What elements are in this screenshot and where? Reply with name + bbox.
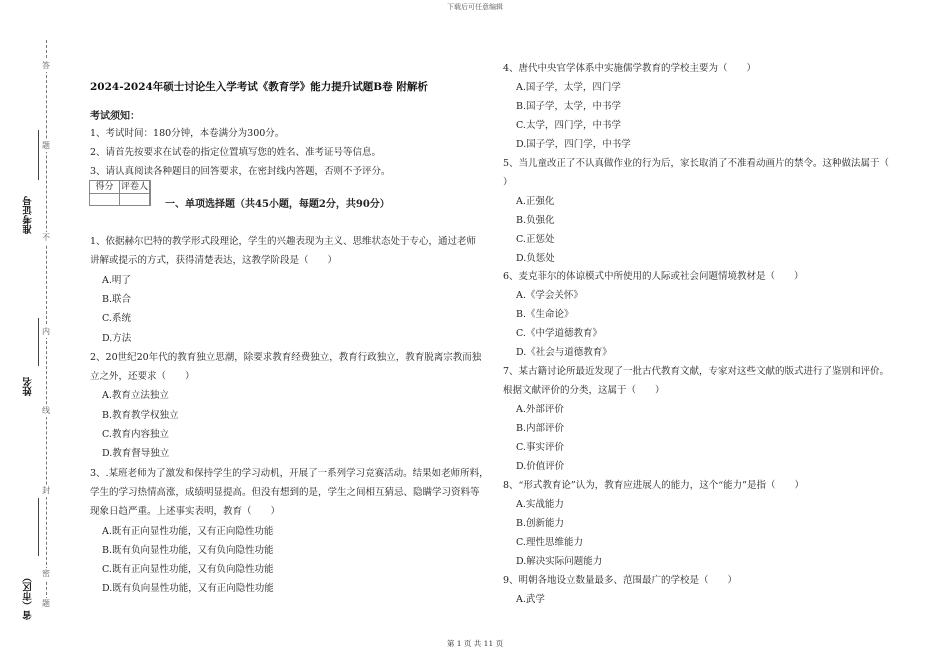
name-blank [38,318,39,366]
name-label: 姓名 [23,377,34,397]
question-text: 1、依据赫尔巴特的教学形式段理论，学生的兴趣表现为主义、思维状态处于专心，通过老师 [90,236,477,247]
header-note: 下载后可任意编辑 [447,3,503,11]
seal-mark: 题 [42,141,50,150]
answer-option: B.国子学，太学，中书学 [516,100,622,112]
seal-mark: 线 [42,406,50,415]
question-text: 讲解或提示的方式，获得清楚表达，这教学阶段是（ ） [90,255,338,267]
answer-option: B.创新能力 [516,517,565,529]
question-text: 7、某古籍讨论所最近发现了一批古代教育文献，专家对这些文献的版式进行了鉴别和评价。 [503,366,890,378]
answer-option: A.既有正向显性功能，又有正向隐性功能 [102,525,274,537]
notice-item: 2、请首先按要求在试卷的指定位置填写您的姓名、准考证号等信息。 [90,147,382,158]
page-footer: 第 1 页 共 11 页 [446,639,504,648]
answer-option: C.系统 [102,313,131,325]
score-label: 得分 [90,181,120,205]
province-label: 省（市区） [23,572,34,620]
question-text: 学生的学习热情高涨，成绩明显提高。但没有想到的是，学生之间相互猜忌、隐瞒学习资料等 [90,486,480,498]
answer-option: D.国子学，四门学，中书学 [516,138,631,150]
answer-option: A.教育立法独立 [102,390,169,402]
answer-option: B.负强化 [516,214,555,226]
section-heading: 一、单项选择题（共45小题，每题2分，共90分） [165,199,390,210]
question-text: 立之外，还要求（ ） [90,371,195,383]
seal-mark: 封 [42,486,50,495]
answer-option: C.《中学道德教育》 [516,328,602,340]
score-table [89,180,151,206]
score-row-divider [90,193,150,194]
question-text: 9、明朝各地设立数量最多、范围最广的学校是（ ） [503,574,738,586]
answer-option: C.事实评价 [516,442,564,453]
answer-option: C.既有正向显性功能，又有负向隐性功能 [102,564,274,576]
answer-option: B.《生命论》 [516,309,574,321]
answer-option: D.方法 [102,332,132,344]
seal-mark: 内 [42,327,50,336]
question-text: 2、20世纪20年代的教育独立思潮，除要求教育经费独立，教育行政独立，教育脱离宗教而独 [90,351,482,363]
answer-option: D.负惩处 [516,252,555,264]
seal-mark: 答 [42,61,50,70]
answer-option: D.《社会与道德教育》 [516,347,612,359]
province-blank [38,498,39,556]
question-text: 8、“形式教育论”认为，教育应进展人的能力，这个“能力”是指（ ） [503,479,804,491]
answer-option: A.《学会关怀》 [516,290,583,302]
grader-label: 评卷人 [120,181,150,205]
seal-mark: 题 [42,599,50,608]
answer-option: A.国子学，太学，四门学 [516,81,621,93]
answer-option: B.教育教学权独立 [102,409,179,421]
answer-option: D.解决实际问题能力 [516,555,603,567]
answer-option: A.实战能力 [516,498,564,510]
answer-option: A.明了 [102,274,131,286]
answer-option: B.内部评价 [516,423,565,435]
question-text: 根据文献评价的分类，这属于（ ） [503,385,665,397]
answer-option: A.外部评价 [516,404,564,416]
answer-option: A.武学 [516,593,545,605]
exam-id-label: 准考证号 [23,196,34,234]
exam-id-blank [38,130,39,180]
notice-item: 3、请认真阅读各种题目的回答要求，在密封线内答题，否则不予评分。 [90,166,391,177]
seal-line [46,40,47,610]
question-text: 4、唐代中央官学体系中实施儒学教育的学校主要为（ ） [503,63,757,74]
seal-mark: 不 [42,233,50,242]
binding-strip [0,0,72,671]
question-text: 3、.某班老师为了激发和保持学生的学习动机，开展了一系列学习竞赛活动。结果如老师所料， [90,467,489,479]
answer-option: B.联合 [102,293,132,305]
notice-item: 1、考试时间：180分钟，本卷满分为300分。 [90,128,285,139]
answer-option: D.既有负向显性功能，又有正向隐性功能 [102,583,274,595]
answer-option: A.正强化 [516,195,555,207]
exam-title: 2024-2024年硕士讨论生入学考试《教育学》能力提升试题B卷 附解析 [90,81,428,93]
answer-option: C.理性思维能力 [516,536,583,548]
answer-option: C.太学，四门学，中书学 [516,119,621,131]
question-text: 6、麦克菲尔的体谅模式中所使用的人际或社会问题情境教材是（ ） [503,271,804,283]
seal-mark: 密 [42,569,50,578]
answer-option: C.教育内容独立 [102,429,169,440]
answer-option: B.既有负向显性功能，又有负向隐性功能 [102,544,274,556]
answer-option: D.教育督导独立 [102,448,170,460]
answer-option: D.价值评价 [516,460,565,472]
question-text: 现象日趋严重。上述事实表明，教育（ ） [90,506,281,518]
answer-option: C.正惩处 [516,233,555,245]
question-text: 5、当儿童改正了不认真做作业的行为后，家长取消了不准看动画片的禁令。这种做法属于（ [503,157,890,169]
notice-heading: 考试须知： [90,111,140,122]
question-text: ） [503,176,513,188]
